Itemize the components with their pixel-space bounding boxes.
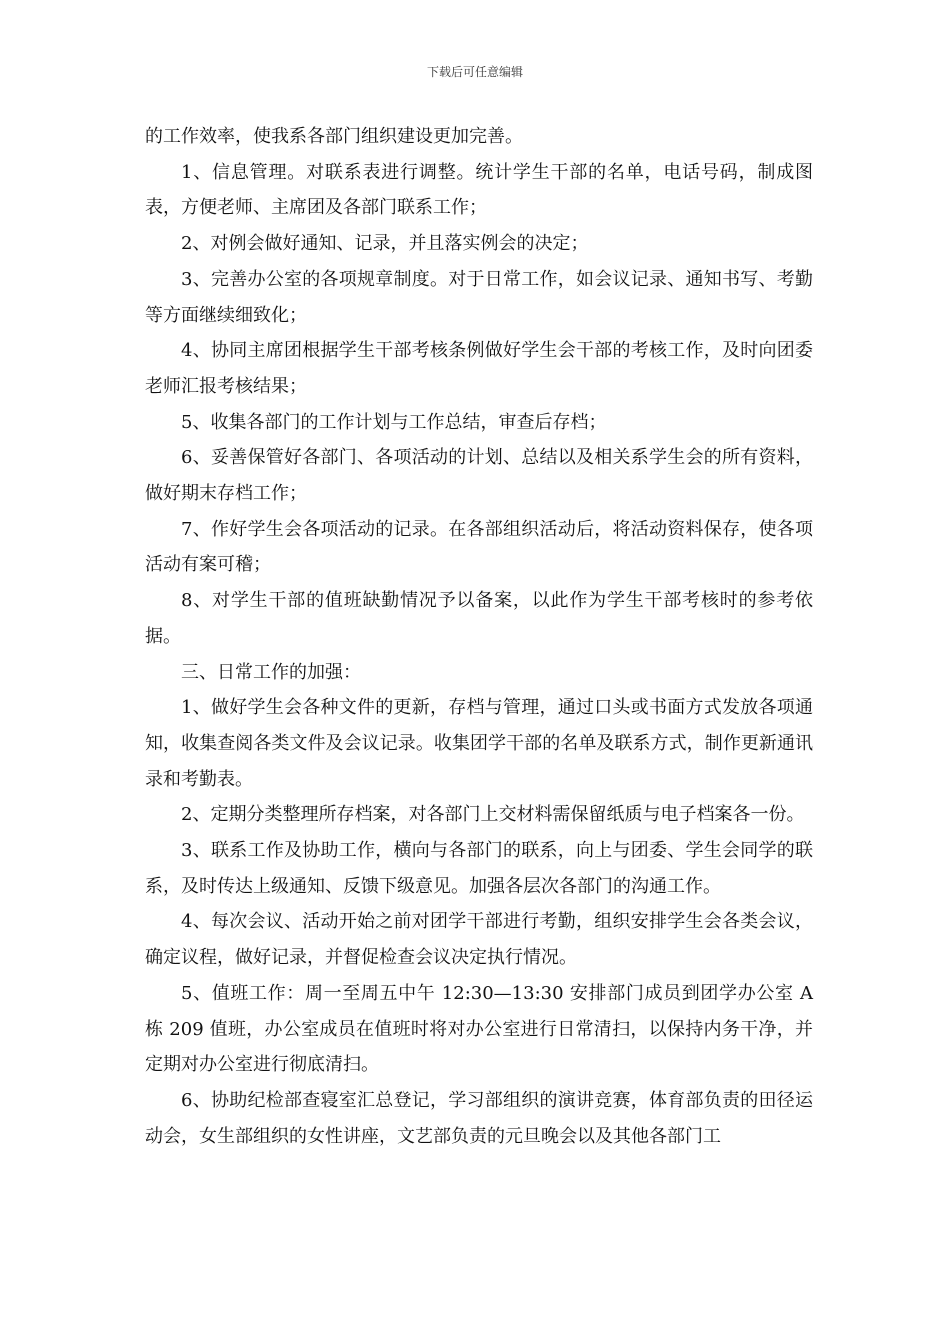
- paragraph-item-8: 8、对学生干部的值班缺勤情况予以备案，以此作为学生干部考核时的参考依据。: [145, 590, 813, 647]
- paragraph-item-4: 4、协同主席团根据学生干部考核条例做好学生会干部的考核工作，及时向团委老师汇报考核结果；: [145, 340, 813, 397]
- paragraph-daily-1: 1、做好学生会各种文件的更新，存档与管理，通过口头或书面方式发放各项通知，收集查阅各类文件及会议记录。收集团学干部的名单及联系方式，制作更新通讯录和考勤表。: [145, 697, 813, 790]
- paragraph-item-5: 5、收集各部门的工作计划与工作总结，审查后存档；: [181, 411, 607, 433]
- paragraph-daily-2: 2、定期分类整理所存档案，对各部门上交材料需保留纸质与电子档案各一份。: [181, 804, 805, 826]
- section-heading-3: 三、日常工作的加强：: [181, 661, 361, 683]
- paragraph-item-7: 7、作好学生会各项活动的记录。在各部组织活动后，将活动资料保存，使各项活动有案可稽；: [145, 518, 813, 576]
- paragraph-daily-5: 5、值班工作：周一至周五中午 12:30—13:30 安排部门成员到团学办公室 A 栋 209 值班，办公室成员在值班时将对办公室进行日常清扫，以保持内务干净，并定期对办公室进行彻底清扫。: [145, 982, 813, 1076]
- paragraph-item-3: 3、完善办公室的各项规章制度。对于日常工作，如会议记录、通知书写、考勤等方面继续细致化；: [145, 268, 813, 326]
- page-header-note: 下载后可任意编辑: [426, 65, 523, 79]
- paragraph-daily-6: 6、协助纪检部查寝室汇总登记，学习部组织的演讲竞赛，体育部负责的田径运动会，女生部组织的女性讲座，文艺部负责的元旦晚会以及其他各部门工: [145, 1089, 813, 1147]
- paragraph-item-6: 6、妥善保管好各部门、各项活动的计划、总结以及相关系学生会的所有资料，做好期末存档工作；: [145, 447, 813, 505]
- paragraph-item-2: 2、对例会做好通知、记录，并且落实例会的决定；: [181, 233, 589, 255]
- paragraph-daily-3: 3、联系工作及协助工作，横向与各部门的联系，向上与团委、学生会同学的联系，及时传达上级通知、反馈下级意见。加强各层次各部门的沟通工作。: [145, 840, 813, 897]
- document-body: [145, 119, 813, 1154]
- paragraph-item-1: 1、信息管理。对联系表进行调整。统计学生干部的名单，电话号码，制成图表，方便老师、主席团及各部门联系工作；: [145, 161, 813, 219]
- paragraph-continuation: 的工作效率，使我系各部门组织建设更加完善。: [145, 126, 523, 147]
- paragraph-daily-4: 4、每次会议、活动开始之前对团学干部进行考勤，组织安排学生会各类会议，确定议程，做好记录，并督促检查会议决定执行情况。: [145, 911, 813, 969]
